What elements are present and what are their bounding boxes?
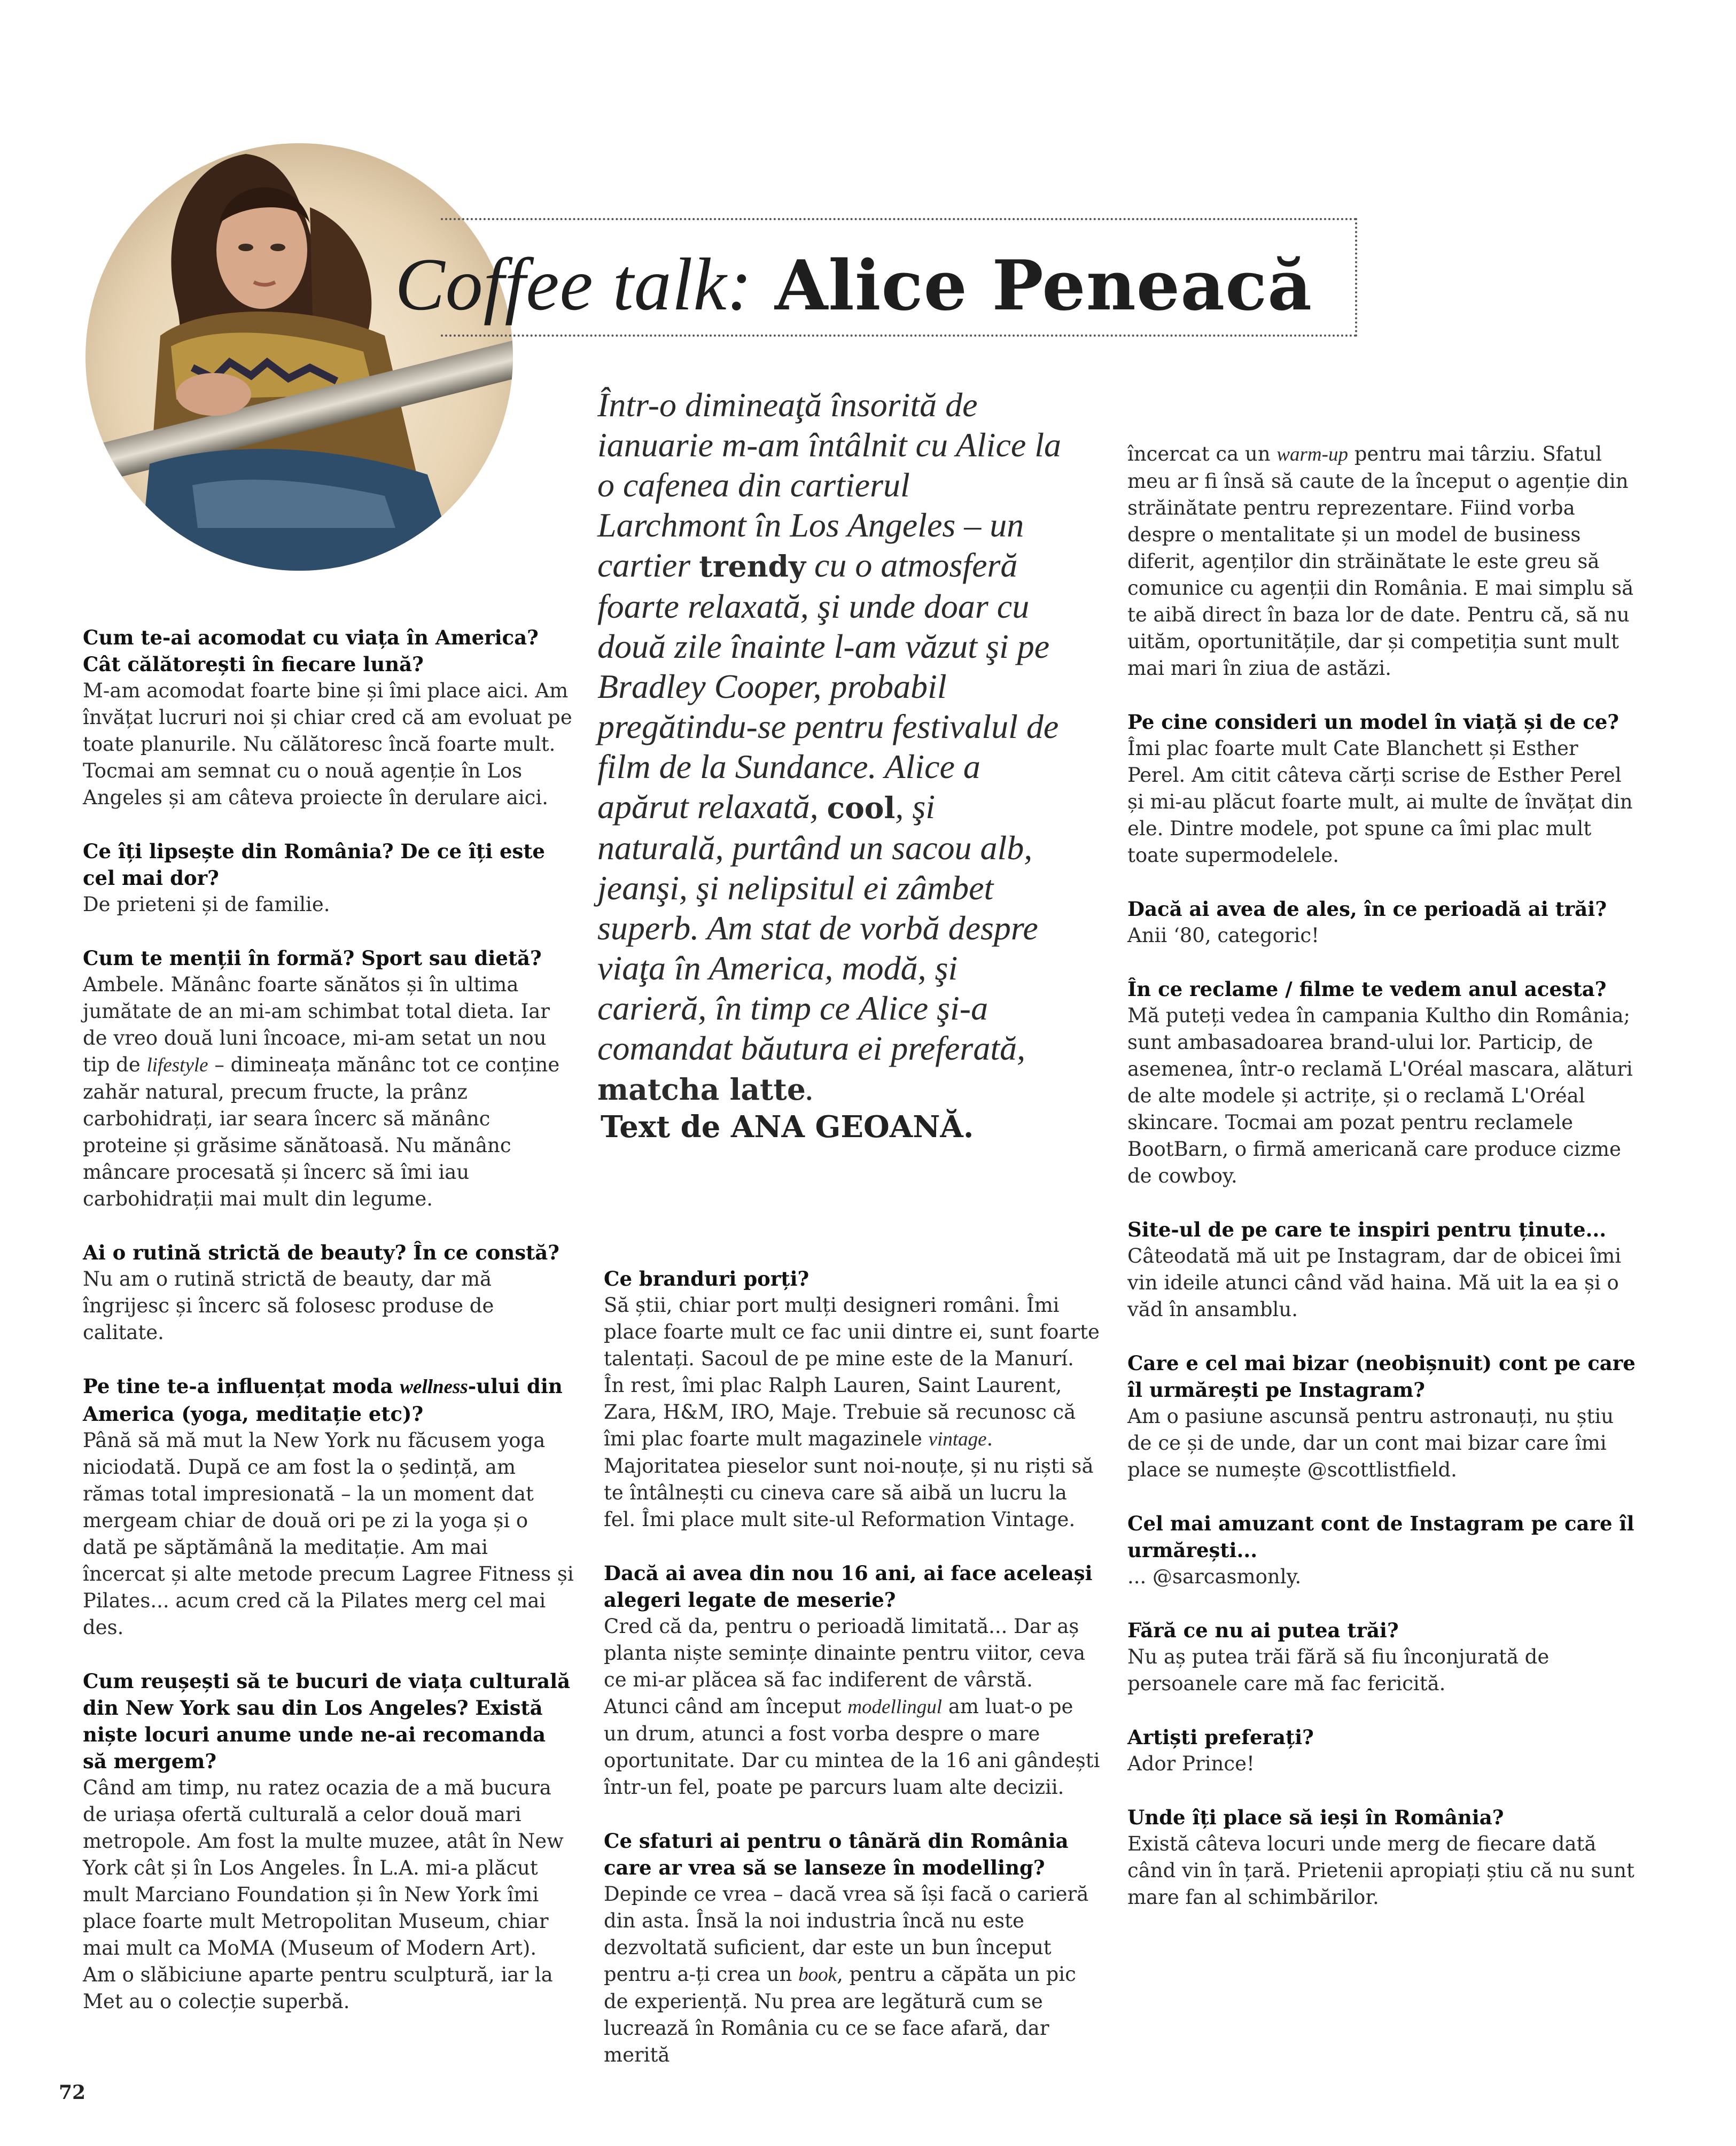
question: Ce îți lipsește din România? De ce îți este cel mai dor? xyxy=(83,839,545,890)
answer-text: încercat ca un xyxy=(1127,442,1277,465)
question xyxy=(83,1373,574,1427)
answer xyxy=(1127,441,1640,682)
question: Care e cel mai bizar (neobișnuit) cont pe care îl urmărești pe Instagram? xyxy=(1127,1351,1636,1402)
answer xyxy=(83,971,574,1212)
qa-block xyxy=(1127,976,1640,1189)
answer: De prieteni și de familie. xyxy=(83,893,330,916)
portrait-photo xyxy=(85,143,513,571)
question: Cum reușești să te bucuri de viața culturală din New York sau din Los Angeles? Există niște locuri anume unde ne-ai recomanda să mergem? xyxy=(83,1669,571,1773)
answer-text: Cred că da, pentru o perioadă limitată... Dar aș planta niște semințe dinainte pentru viitor, ceva ce mi-ar plăcea să fac indiferent de vârstă. Atunci când am început xyxy=(604,1615,1086,1718)
title-name: Alice Peneacă xyxy=(774,246,1312,326)
answer-text: Depinde ce vrea – dacă vrea să își facă o carieră din asta. Însă la noi industria încă nu este dezvoltată suficient, dar este un bun început pentru a-ți crea un xyxy=(604,1883,1089,1986)
qa-block xyxy=(1127,1724,1640,1777)
intro-bold: trendy xyxy=(699,549,806,584)
question: Ce sfaturi ai pentru o tânără din România care ar vrea să se lanseze în modelling? xyxy=(604,1829,1069,1879)
question: Dacă ai avea de ales, în ce perioadă ai trăi? xyxy=(1127,897,1607,921)
qa-block xyxy=(604,1560,1101,1801)
qa-block xyxy=(83,624,574,811)
answer: Până să mă mut la New York nu făcusem yoga niciodată. După ce am fost la o ședință, am rămas total impresionată – la un moment dat mergeam chiar de două ori pe zi la yoga și o dată pe săptămână la meditație. Am mai încercat și alte metode precum Lagree Fitness și Pilates... acum cred că la Pilates merg cel mai des. xyxy=(83,1429,574,1639)
question: În ce reclame / filme te vedem anul acesta? xyxy=(1127,977,1607,1001)
qa-block xyxy=(604,1265,1101,1533)
answer-italic: modellingul xyxy=(847,1696,943,1718)
answer-italic: vintage xyxy=(928,1428,987,1450)
answer xyxy=(604,1881,1101,2069)
qa-block xyxy=(83,838,574,918)
question: Site-ul de pe care te inspiri pentru ținute... xyxy=(1127,1218,1607,1241)
question-italic: wellness xyxy=(400,1376,468,1398)
answer-italic: lifestyle xyxy=(146,1054,208,1076)
answer-text: Să știi, chiar port mulți designeri români. Îmi place foarte mult ce fac unii dintre ei, sunt foarte talentați. Sacoul de pe mine este de la Manurí. În rest, îmi plac Ralph Lauren, Saint Laurent, Zara, H&M, IRO, Maje. Trebuie să recunosc că îmi plac foarte mult magazinele xyxy=(604,1294,1100,1450)
question: Ce branduri porți? xyxy=(604,1267,809,1290)
question: Ai o rutină strictă de beauty? În ce constă? xyxy=(83,1241,559,1264)
intro-bold: matcha latte xyxy=(597,1072,806,1107)
answer-text: , pentru a căpăta un pic de experiență. Nu prea are legătură cum se lucrează în România cu ce se face afară, dar merită xyxy=(604,1963,1076,2066)
qa-block xyxy=(83,1668,574,2015)
answer: Nu aș putea trăi fără să fiu înconjurată de persoanele care mă fac fericită. xyxy=(1127,1645,1550,1695)
qa-block xyxy=(1127,709,1640,869)
intro-text: Într-o dimineaţă însorită de ianuarie m-am întâlnit cu Alice la o cafenea din cartierul Larchmont în Los Angeles – un cartier xyxy=(597,386,1062,584)
intro-paragraph xyxy=(597,385,1062,1109)
page-number: 72 xyxy=(59,2081,86,2104)
answer: Îmi plac foarte mult Cate Blanchett și Esther Perel. Am citit câteva cărți scrise de Esther Perel și mi-au plăcut foarte mult, ai multe de învățat din ele. Dintre modele, pot spune ca îmi plac mult toate supermodelele. xyxy=(1127,737,1633,867)
qa-block xyxy=(1127,1350,1640,1483)
column-3 xyxy=(1127,441,1640,1938)
answer-italic: book xyxy=(798,1964,837,1986)
qa-block xyxy=(1127,1216,1640,1323)
answer: Nu am o rutină strictă de beauty, dar mă îngrijesc și încerc să folosesc produse de calitate. xyxy=(83,1268,494,1344)
question-text: -ului din America (yoga, meditație etc)? xyxy=(83,1374,563,1426)
question: Cum te-ai acomodat cu viața în America? Cât călătorești în fiecare lună? xyxy=(83,626,539,676)
intro-text: cu o atmosferă foarte relaxată, şi unde doar cu două zile înainte l-am văzut şi pe Bradley Cooper, probabil pregătindu-se pentru festivalul de film de la Sundance. Alice a apărut relaxată, xyxy=(597,546,1059,826)
answer-text: pentru mai târziu. Sfatul meu ar fi însă să caute de la început o agenție din străinătate pentru reprezentare. Fiind vorba despre o mentalitate și un model de business diferit, agenților din străinătate le este greu să comunice cu agenții din România. E mai simplu să te aibă direct în baza lor de date. Pentru că, să nu uităm, oportunitățile, dar și competiția sunt mult mai mari în ziua de astăzi. xyxy=(1127,442,1634,680)
qa-block xyxy=(1127,896,1640,949)
answer: Am o pasiune ascunsă pentru astronauți, nu știu de ce și de unde, dar un cont mai bizar care îmi place se numește @scottlistfield. xyxy=(1127,1405,1614,1481)
answer: Mă puteți vedea în campania Kultho din România; sunt ambasadoarea brand-ului lor. Particip, de asemenea, într-o reclamă L'Oréal mascara, alături de alte modele și actrițe, și o reclamă L'Oréal skincare. Tocmai am pozat pentru reclamele BootBarn, o firmă americană care produce cizme de cowboy. xyxy=(1127,1004,1633,1187)
column-2 xyxy=(604,1265,1101,2095)
answer: ... @sarcasmonly. xyxy=(1127,1565,1302,1588)
answer: Anii ‘80, categoric! xyxy=(1127,924,1319,947)
question: Fără ce nu ai putea trăi? xyxy=(1127,1619,1399,1642)
question-text: Pe tine te-a influențat moda xyxy=(83,1374,400,1398)
answer xyxy=(604,1292,1101,1533)
answer-text: . Majoritatea pieselor sunt noi-nouțe, și nu riști să te întâlnești cu cineva care să aibă un lucru la fel. Îmi place mult site-ul Reformation Vintage. xyxy=(604,1427,1094,1531)
question: Unde îți place să ieși în România? xyxy=(1127,1806,1504,1829)
qa-block xyxy=(1127,1804,1640,1911)
question: Artiști preferați? xyxy=(1127,1725,1314,1749)
question: Cum te menții în formă? Sport sau dietă? xyxy=(83,946,542,970)
intro-text: , şi naturală, purtând un sacou alb, jeanşi, şi nelipsitul ei zâmbet superb. Am stat de vorbă despre viaţa în America, modă, şi carieră, în timp ce Alice şi-a comandat băutura ei preferată, xyxy=(597,788,1038,1067)
qa-block xyxy=(83,1239,574,1346)
answer: Câteodată mă uit pe Instagram, dar de obicei îmi vin ideile atunci când văd haina. Mă uit la ea și o văd în ansamblu. xyxy=(1127,1245,1622,1321)
answer: M-am acomodat foarte bine și îmi place aici. Am învățat lucruri noi și chiar cred că am evoluat pe toate planurile. Nu călătoresc încă foarte mult. Tocmai am semnat cu o nouă agenție în Los Angeles și am câteva proiecte în derulare aici. xyxy=(83,679,572,809)
answer: Când am timp, nu ratez ocazia de a mă bucura de uriașa ofertă culturală a celor două mari metropole. Am fost la multe muzee, atât în New York cât și în Los Angeles. În L.A. mi-a plăcut mult Marciano Foundation și în New York îmi place foarte mult Metropolitan Museum, chiar mai mult ca MoMA (Museum of Modern Art). Am o slăbiciune aparte pentru sculptură, iar la Met au o colecție superbă. xyxy=(83,1776,564,2013)
answer-text: – dimineața mănânc tot ce conține zahăr natural, precum fructe, la prânz carbohidrați, iar seara încerc să mănânc proteine și grăsime sănătoasă. Nu mănânc mâncare procesată și încerc să îmi iau carbohidrații mai mult din legume. xyxy=(83,1053,560,1210)
answer-text: Ambele. Mănânc foarte sănătos și în ultima jumătate de an mi-am schimbat total dieta. Iar de vreo două luni încoace, mi-am setat un nou tip de xyxy=(83,973,550,1076)
title-box xyxy=(395,218,1357,337)
answer-italic: warm-up xyxy=(1276,444,1348,465)
answer: Există câteva locuri unde merg de fiecare dată când vin în țară. Prietenii apropiați știu că nu sunt mare fan al schimbărilor. xyxy=(1127,1832,1634,1909)
article-title xyxy=(395,242,1312,328)
qa-block xyxy=(83,1373,574,1641)
question: Pe cine consideri un model în viață și de ce? xyxy=(1127,710,1619,734)
qa-block xyxy=(1127,1510,1640,1590)
column-1 xyxy=(83,624,574,2042)
answer xyxy=(604,1613,1101,1801)
qa-block xyxy=(604,1828,1101,2069)
title-italic: Coffee talk: xyxy=(395,243,753,326)
question: Dacă ai avea din nou 16 ani, ai face aceleași alegeri legate de meserie? xyxy=(604,1561,1093,1612)
byline: Text de ANA GEOANĂ. xyxy=(601,1109,974,1145)
qa-block xyxy=(1127,1617,1640,1697)
intro-text: . xyxy=(805,1069,814,1107)
intro-bold: cool xyxy=(827,790,896,825)
qa-block xyxy=(83,945,574,1212)
qa-block xyxy=(1127,441,1640,682)
answer: Ador Prince! xyxy=(1127,1752,1255,1775)
answer-text: am luat-o pe un drum, atunci a fost vorba despre o mare oportunitate. Dar cu mintea de la 16 ani gândești într-un fel, poate pe parcurs luam alte decizii. xyxy=(604,1695,1100,1799)
question: Cel mai amuzant cont de Instagram pe care îl urmărești... xyxy=(1127,1512,1634,1562)
